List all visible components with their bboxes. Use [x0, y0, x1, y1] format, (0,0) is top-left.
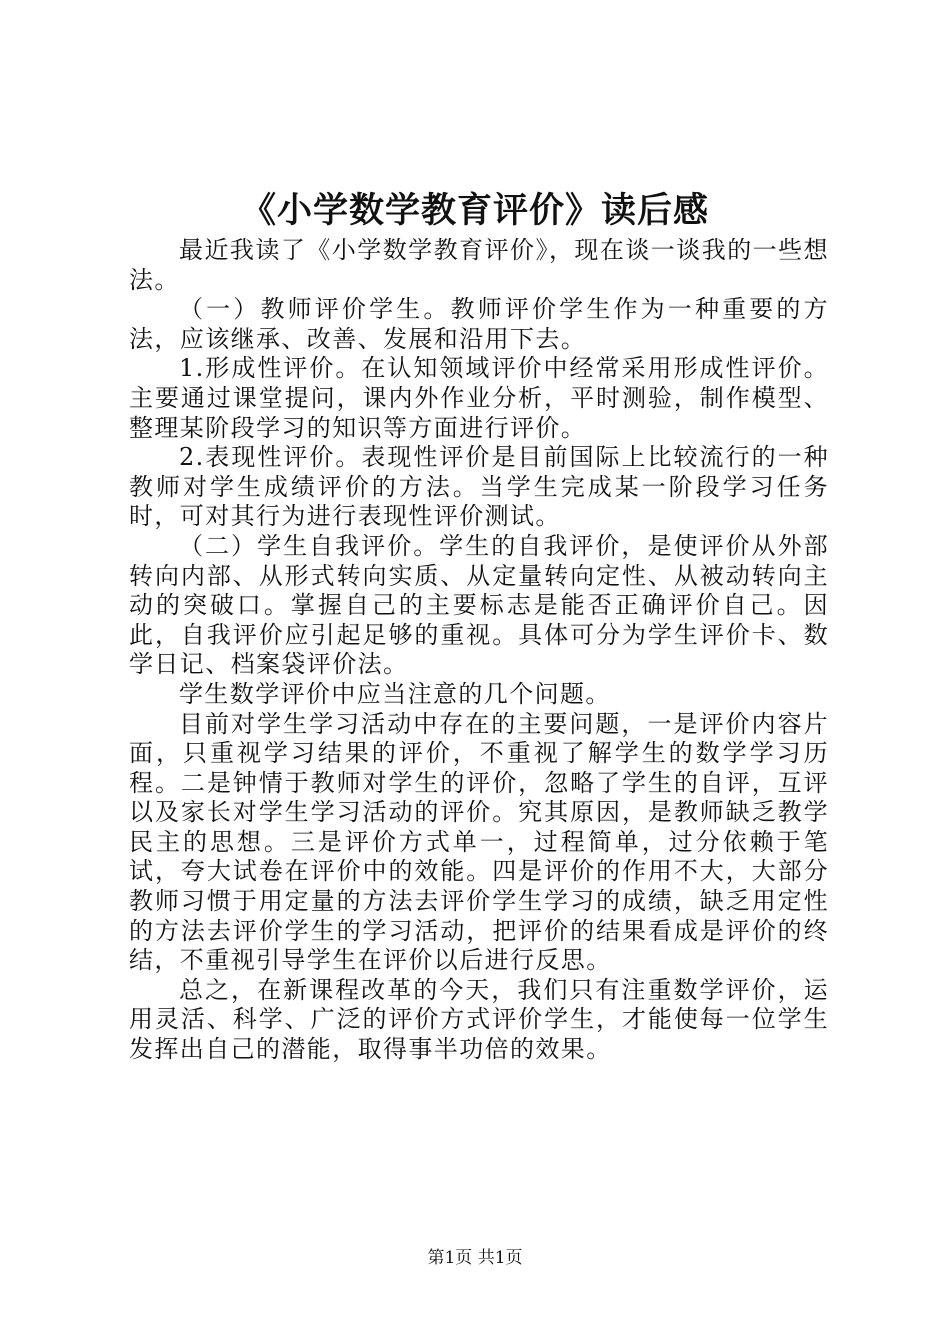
paragraph-conclusion: 总之，在新课程改革的今天，我们只有注重数学评价，运用灵活、科学、广泛的评价方式评价学生，才能使每一位学生发挥出自己的潜能，取得事半功倍的效果。 — [129, 975, 829, 1064]
paragraph-issues-detail: 目前对学生学习活动中存在的主要问题，一是评价内容片面，只重视学习结果的评价，不重视了解学生的数学学习历程。二是钟情于教师对学生的评价，忽略了学生的自评，互评以及家长对学生学习活动的评价。究其原因，是教师缺乏教学民主的思想。三是评价方式单一，过程简单，过分依赖于笔试，夸大试卷在评价中的效能。四是评价的作用不大，大部分教师习惯于用定量的方法去评价学生学习的成绩，缺乏用定性的方法去评价学生的学习活动，把评价的结果看成是评价的终结，不重视引导学生在评价以后进行反思。 — [129, 709, 829, 975]
paragraph-intro: 最近我读了《小学数学教育评价》，现在谈一谈我的一些想法。 — [129, 236, 829, 294]
paragraph-performance-evaluation: 2.表现性评价。表现性评价是目前国际上比较流行的一种教师对学生成绩评价的方法。当学生完成某一阶段学习任务时，可对其行为进行表现性评价测试。 — [129, 443, 829, 531]
paragraph-teacher-evaluation: （一）教师评价学生。教师评价学生作为一种重要的方法，应该继承、改善、发展和沿用下去。 — [129, 295, 829, 353]
document-title: 《小学数学教育评价》读后感 — [240, 190, 709, 231]
document-body — [129, 236, 829, 1065]
paragraph-self-evaluation: （二）学生自我评价。学生的自我评价，是使评价从外部转向内部、从形式转向实质、从定量转向定性、从被动转向主动的突破口。掌握自己的主要标志是能否正确评价自己。因此，自我评价应引起足够的重视。具体可分为学生评价卡、数学日记、档案袋评价法。 — [129, 531, 829, 679]
paragraph-formative-evaluation: 1.形成性评价。在认知领域评价中经常采用形成性评价。主要通过课堂提问，课内外作业分析，平时测验，制作模型、整理某阶段学习的知识等方面进行评价。 — [129, 354, 829, 442]
page-footer: 第1页 共1页 — [427, 1248, 523, 1268]
paragraph-issues-heading: 学生数学评价中应当注意的几个问题。 — [179, 679, 611, 708]
